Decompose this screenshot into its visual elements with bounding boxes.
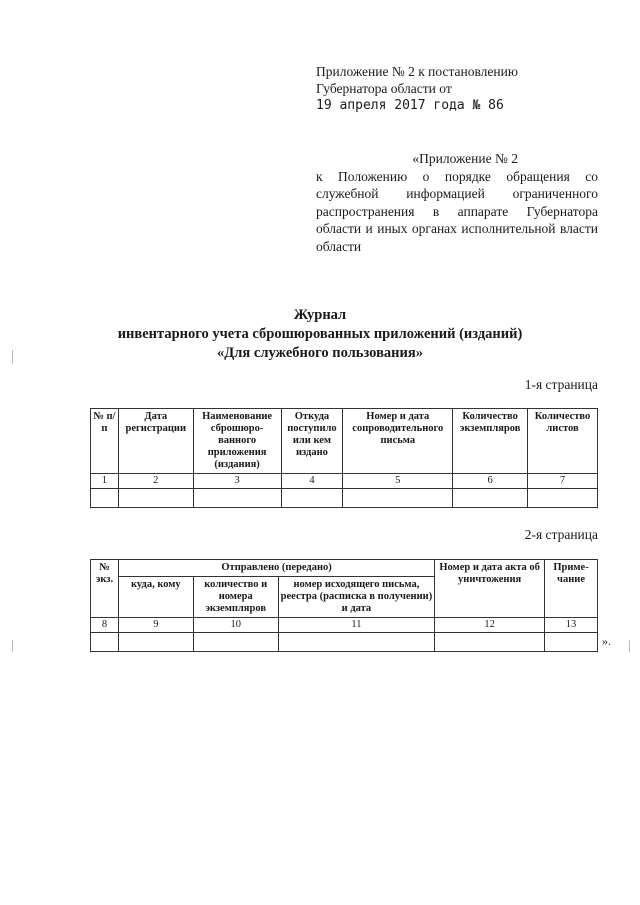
col-number: 1 [91, 474, 119, 489]
col-number: 7 [528, 474, 598, 489]
col-number: 13 [545, 618, 598, 633]
page-1-label: 1-я страница [524, 377, 598, 392]
title-line-2: инвентарного учета сброшюрованных приложений (изданий) [117, 326, 523, 342]
annex-sub-body: к Положению о порядке обращения со служебной информацией ограниченного распространения в аппарате Губернатора области и иных органах исполнительной власти области [316, 168, 598, 254]
col-header-origin: Откуда поступило или кем издано [281, 409, 343, 474]
col-header-number: № п/п [91, 409, 119, 474]
empty-cell[interactable] [528, 489, 598, 508]
table-header-row [91, 409, 598, 474]
col-header-quantity: количество и номера экземпляров [193, 577, 278, 618]
col-header-reg-date: Дата регистрации [118, 409, 193, 474]
col-number: 12 [435, 618, 545, 633]
empty-cell[interactable] [193, 633, 278, 652]
col-number: 8 [91, 618, 119, 633]
table-number-row [91, 618, 598, 633]
col-header-name: Наименование сброшюро-ванного приложения (издания) [193, 409, 281, 474]
scan-mark [629, 640, 630, 652]
empty-cell[interactable] [118, 633, 193, 652]
closing-quote: ». [602, 634, 611, 648]
col-header-sent: Отправлено (передано) [118, 560, 434, 577]
title-line-1: Журнал [293, 307, 347, 323]
annex-line-2: Губернатора области от [316, 81, 452, 96]
scan-mark [12, 350, 13, 364]
col-number: 5 [343, 474, 453, 489]
annex-header [316, 63, 616, 114]
col-number: 2 [118, 474, 193, 489]
col-header-sheets: Количество листов [528, 409, 598, 474]
title-line-3: «Для служебного пользования» [217, 345, 423, 361]
empty-cell[interactable] [118, 489, 193, 508]
table-header-row [91, 560, 598, 577]
table-empty-row [91, 633, 598, 652]
empty-cell[interactable] [453, 489, 528, 508]
col-number: 3 [193, 474, 281, 489]
scan-mark [12, 640, 13, 652]
col-header-letter: Номер и дата сопроводительного письма [343, 409, 453, 474]
empty-cell[interactable] [91, 633, 119, 652]
col-number: 11 [278, 618, 435, 633]
annex-sub-title: «Приложение № 2 [412, 151, 518, 166]
annex-date-line: 19 апреля 2017 года № 86 [316, 98, 504, 113]
empty-cell[interactable] [193, 489, 281, 508]
col-number: 6 [453, 474, 528, 489]
col-header-copy-no: № экз. [91, 560, 119, 618]
col-header-outgoing-letter: номер исходящего письма, реестра (расписка в получении) и дата [278, 577, 435, 618]
table-empty-row [91, 489, 598, 508]
col-number: 10 [193, 618, 278, 633]
annex-subheader [316, 150, 598, 255]
annex-line-1: Приложение № 2 к постановлению [316, 64, 518, 79]
col-header-note: Приме-чание [545, 560, 598, 618]
journal-table-page-1 [90, 408, 598, 508]
journal-table-page-2 [90, 559, 598, 652]
col-number: 4 [281, 474, 343, 489]
empty-cell[interactable] [281, 489, 343, 508]
empty-cell[interactable] [545, 633, 598, 652]
journal-title [0, 306, 640, 363]
col-header-copies: Количество экземпляров [453, 409, 528, 474]
page-2-label: 2-я страница [524, 527, 598, 542]
empty-cell[interactable] [435, 633, 545, 652]
col-header-recipient: куда, кому [118, 577, 193, 618]
empty-cell[interactable] [343, 489, 453, 508]
col-number: 9 [118, 618, 193, 633]
empty-cell[interactable] [278, 633, 435, 652]
table-number-row [91, 474, 598, 489]
empty-cell[interactable] [91, 489, 119, 508]
col-header-destruction-act: Номер и дата акта об уничтожения [435, 560, 545, 618]
